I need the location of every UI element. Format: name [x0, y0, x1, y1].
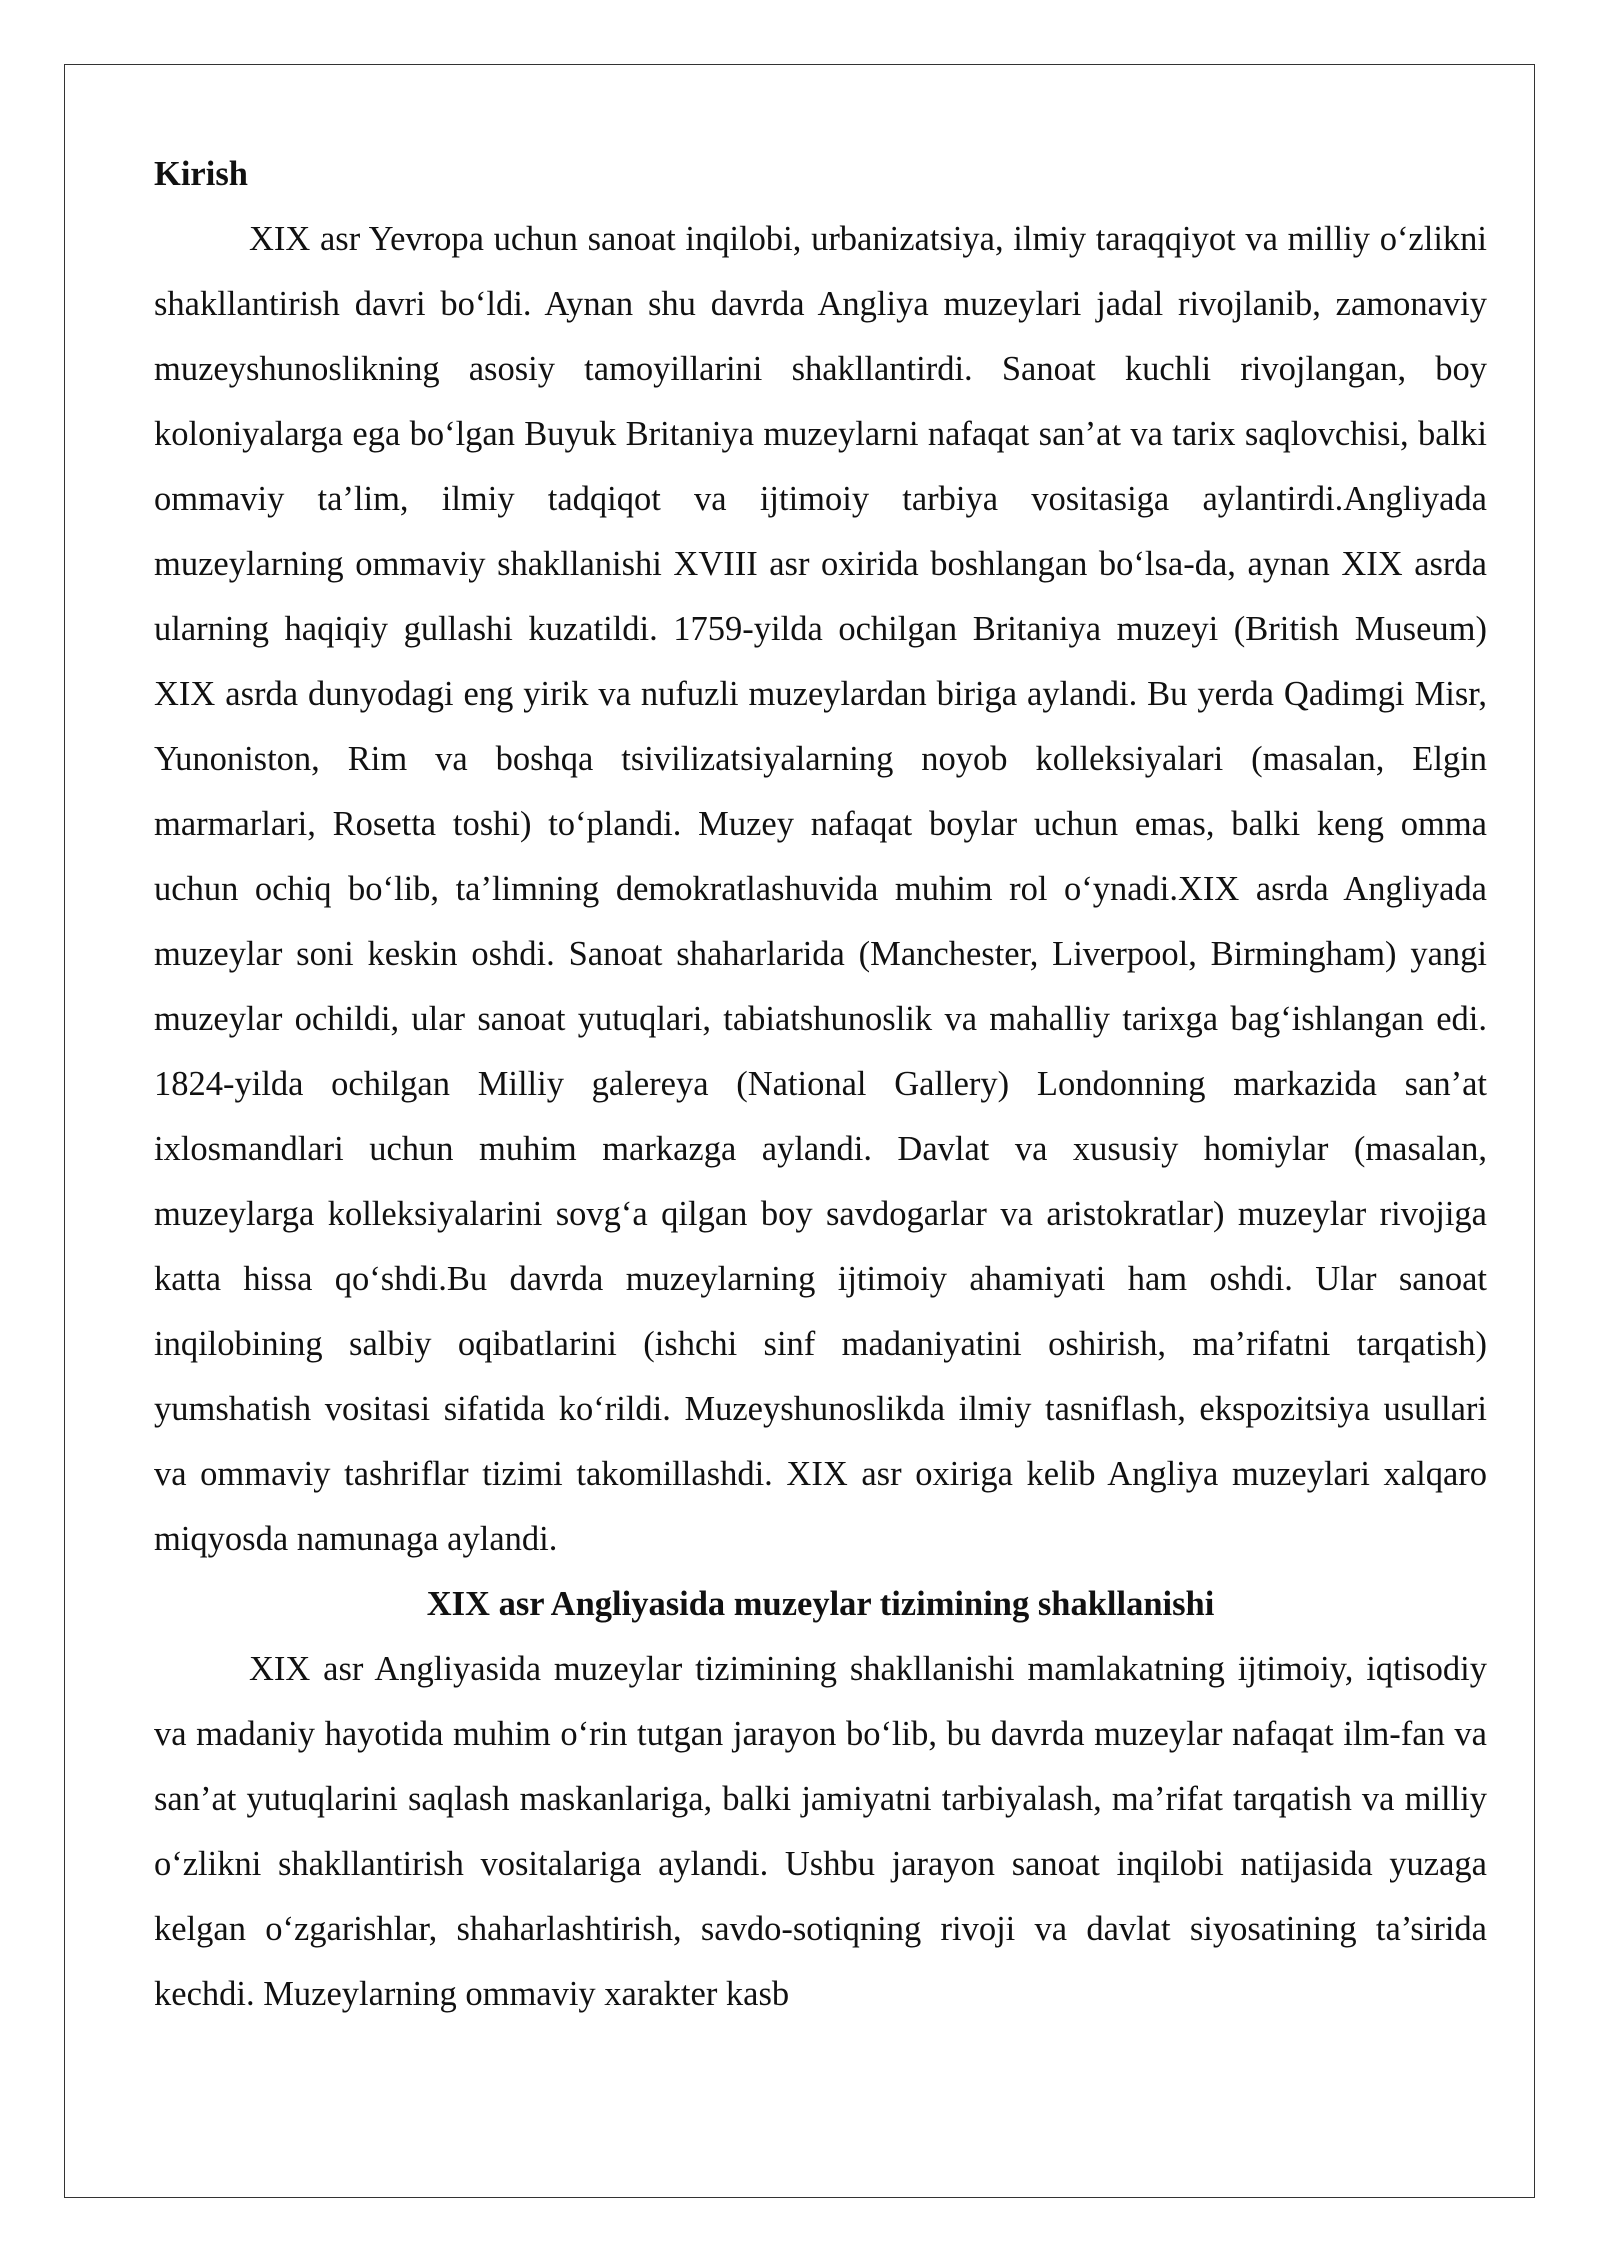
intro-paragraph: XIX asr Yevropa uchun sanoat inqilobi, urbanizatsiya, ilmiy taraqqiyot va milliy o‘zlikni shakllantirish davri bo‘ldi. Aynan shu davrda Angliya muzeylari jadal rivojlanib, zamonaviy muzeyshunoslikning asosiy tamoyillarini shakllantirdi. Sanoat kuchli rivojlangan, boy koloniyalarga ega bo‘lgan Buyuk Britaniya muzeylarni nafaqat san’at va tarix saqlovchisi, balki ommaviy ta’lim, ilmiy tadqiqot va ijtimoiy tarbiya vositasiga aylantirdi.Angliyada muzeylarning ommaviy shakllanishi XVIII asr oxirida boshlangan bo‘lsa-da, aynan XIX asrda ularning haqiqiy gullashi kuzatildi. 1759-yilda ochilgan Britaniya muzeyi (British Museum) XIX asrda dunyodagi eng yirik va nufuzli muzeylardan biriga aylandi. Bu yerda Qadimgi Misr, Yunoniston, Rim va boshqa tsivilizatsiyalarning noyob kolleksiyalari (masalan, Elgin marmarlari, Rosetta toshi) to‘plandi. Muzey nafaqat boylar uchun emas, balki keng omma uchun ochiq bo‘lib, ta’limning demokratlashuvida muhim rol o‘ynadi.XIX asrda Angliyada muzeylar soni keskin oshdi. Sanoat shaharlarida (Manchester, Liverpool, Birmingham) yangi muzeylar ochildi, ular sanoat yutuqlari, tabiatshunoslik va mahalliy tarixga bag‘ishlangan edi. 1824-yilda ochilgan Milliy galereya (National Gallery) Londonning markazida san’at ixlosmandlari uchun muhim markazga aylandi. Davlat va xususiy homiylar (masalan, muzeylarga kolleksiyalarini sovg‘a qilgan boy savdogarlar va aristokratlar) muzeylar rivojiga katta hissa qo‘shdi.Bu davrda muzeylarning ijtimoiy ahamiyati ham oshdi. Ular sanoat inqilobining salbiy oqibatlarini (ishchi sinf madaniyatini oshirish, ma’rifatni tarqatish) yumshatish vositasi sifatida ko‘rildi. Muzeyshunoslikda ilmiy tasniflash, ekspozitsiya usullari va ommaviy tashriflar tizimi takomillashdi. XIX asr oxiriga kelib Angliya muzeylari xalqaro miqyosda namunaga aylandi. — [154, 220, 1487, 1558]
document-heading: Kirish — [154, 155, 248, 193]
section-title: XIX asr Angliyasida muzeylar tizimining shakllanishi — [426, 1585, 1215, 1623]
section-paragraph: XIX asr Angliyasida muzeylar tizimining shakllanishi mamlakatning ijtimoiy, iqtisodiy va madaniy hayotida muhim o‘rin tutgan jarayon bo‘lib, bu davrda muzeylar nafaqat ilm-fan va san’at yutuqlarini saqlash maskanlariga, balki jamiyatni tarbiyalash, ma’rifat tarqatish va milliy o‘zlikni shakllantirish vositalariga aylandi. Ushbu jarayon sanoat inqilobi natijasida yuzaga kelgan o‘zgarishlar, shaharlashtirish, savdo-sotiqning rivoji va davlat siyosatining ta’sirida kechdi. Muzeylarning ommaviy xarakter kasb — [154, 1650, 1487, 2013]
document-body — [154, 142, 1487, 2027]
